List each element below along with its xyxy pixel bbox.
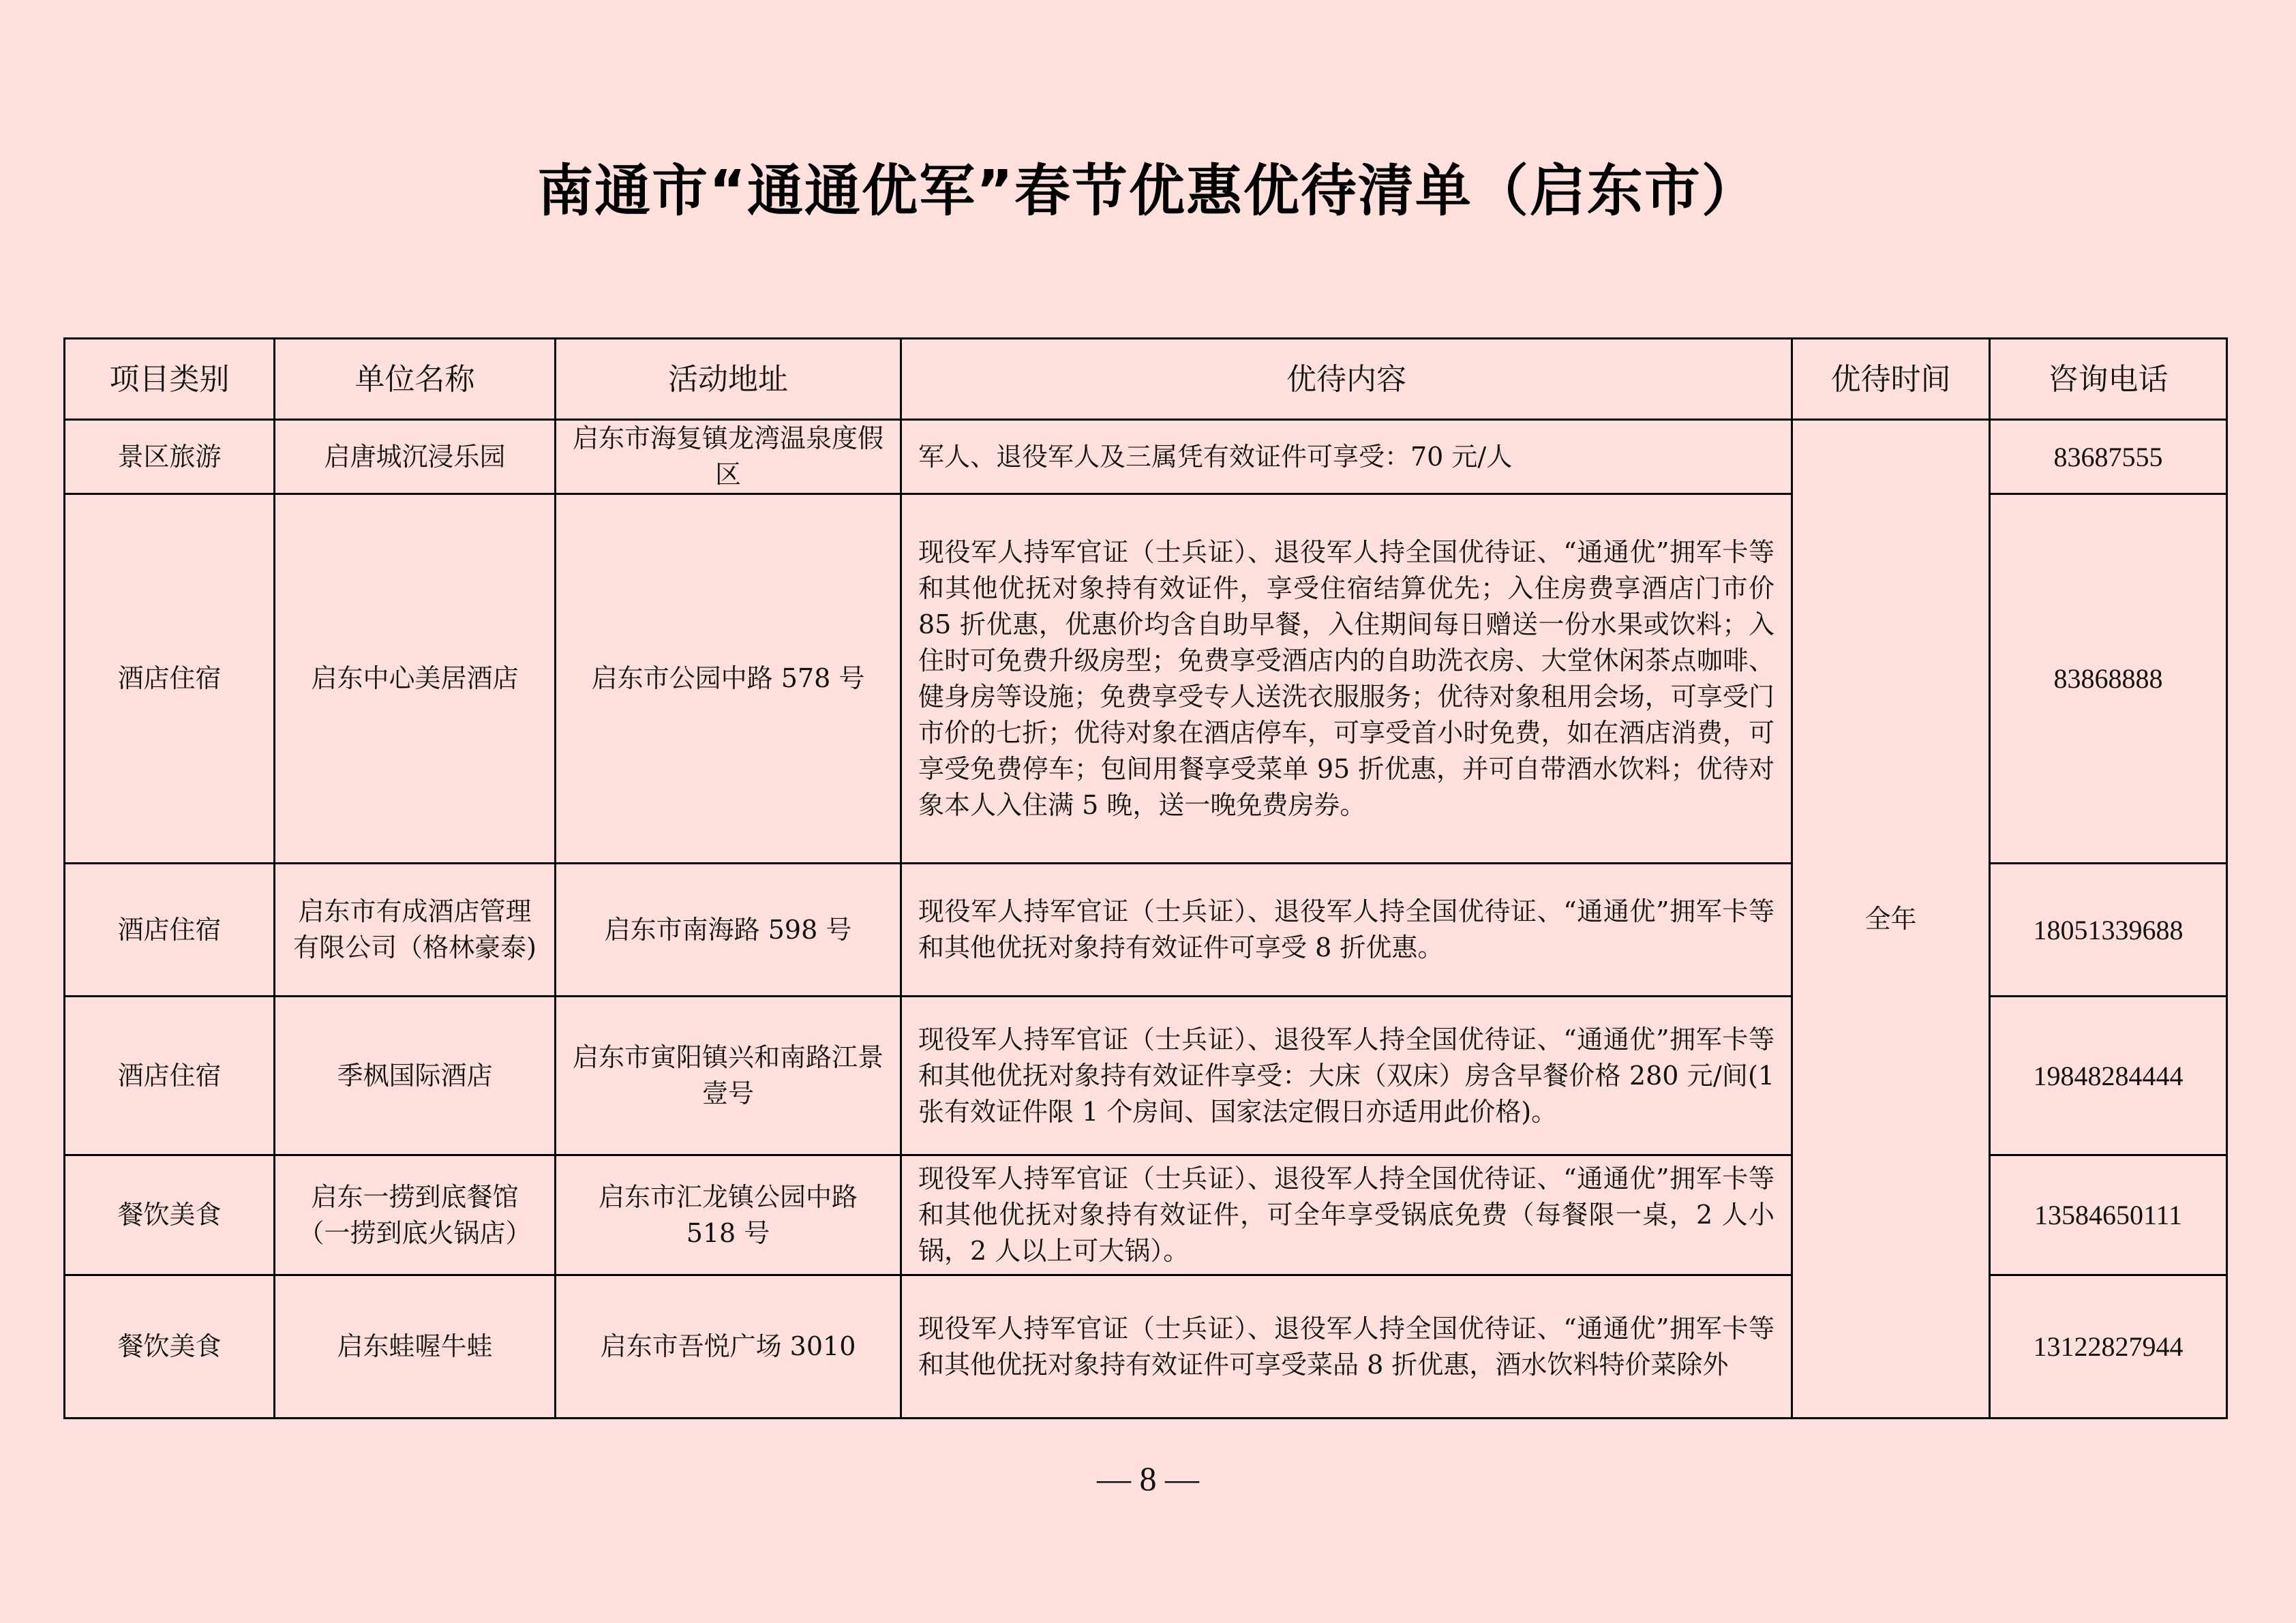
cell-unit: 季枫国际酒店 [275, 997, 556, 1155]
cell-content: 现役军人持军官证（士兵证）、退役军人持全国优待证、“通通优”拥军卡等和其他优抚对象持有效证件，可全年享受锅底免费（每餐限一桌，2 人小锅，2 人以上可大锅）。 [901, 1155, 1792, 1275]
cell-address: 启东市吾悦广场 3010 [556, 1275, 901, 1419]
cell-category: 餐饮美食 [65, 1155, 275, 1275]
table-header-row [65, 339, 2227, 420]
cell-address: 启东市公园中路 578 号 [556, 494, 901, 864]
cell-time-merged: 全年 [1792, 420, 1990, 1419]
cell-category: 酒店住宿 [65, 864, 275, 997]
cell-content: 军人、退役军人及三属凭有效证件可享受：70 元/人 [901, 420, 1792, 494]
page-number: — 8 — [1097, 1459, 1199, 1498]
cell-address: 启东市海复镇龙湾温泉度假区 [556, 420, 901, 494]
cell-category: 酒店住宿 [65, 494, 275, 864]
table-row [65, 420, 2227, 494]
header-content: 优待内容 [901, 339, 1792, 420]
header-unit: 单位名称 [275, 339, 556, 420]
header-address: 活动地址 [556, 339, 901, 420]
cell-address: 启东市汇龙镇公园中路 518 号 [556, 1155, 901, 1275]
cell-phone: 18051339688 [1990, 864, 2227, 997]
cell-unit: 启东一捞到底餐馆（一捞到底火锅店） [275, 1155, 556, 1275]
cell-address: 启东市南海路 598 号 [556, 864, 901, 997]
cell-content: 现役军人持军官证（士兵证）、退役军人持全国优待证、“通通优”拥军卡等和其他优抚对象持有效证件可享受 8 折优惠。 [901, 864, 1792, 997]
cell-phone: 13584650111 [1990, 1155, 2227, 1275]
cell-category: 酒店住宿 [65, 997, 275, 1155]
cell-phone: 83687555 [1990, 420, 2227, 494]
cell-content: 现役军人持军官证（士兵证）、退役军人持全国优待证、“通通优”拥军卡等和其他优抚对象持有效证件享受：大床（双床）房含早餐价格 280 元/间(1 张有效证件限 1 个房间、国家法定假日亦适用此价格)。 [901, 997, 1792, 1155]
document-title: 南通市“通通优军”春节优惠优待清单（启东市） [537, 159, 1759, 224]
cell-unit: 启唐城沉浸乐园 [275, 420, 556, 494]
cell-content: 现役军人持军官证（士兵证）、退役军人持全国优待证、“通通优”拥军卡等和其他优抚对象持有效证件可享受菜品 8 折优惠，酒水饮料特价菜除外 [901, 1275, 1792, 1419]
cell-phone: 83868888 [1990, 494, 2227, 864]
cell-address: 启东市寅阳镇兴和南路江景壹号 [556, 997, 901, 1155]
cell-phone: 19848284444 [1990, 997, 2227, 1155]
cell-phone: 13122827944 [1990, 1275, 2227, 1419]
cell-unit: 启东市有成酒店管理有限公司（格林豪泰) [275, 864, 556, 997]
cell-unit: 启东中心美居酒店 [275, 494, 556, 864]
header-category: 项目类别 [65, 339, 275, 420]
preferential-list-table [63, 337, 2228, 1419]
header-phone: 咨询电话 [1990, 339, 2227, 420]
cell-category: 景区旅游 [65, 420, 275, 494]
cell-category: 餐饮美食 [65, 1275, 275, 1419]
cell-content: 现役军人持军官证（士兵证）、退役军人持全国优待证、“通通优”拥军卡等和其他优抚对象持有效证件，享受住宿结算优先；入住房费享酒店门市价 85 折优惠，优惠价均含自助早餐，入住期间每日赠送一份水果或饮料；入住时可免费升级房型；免费享受酒店内的自助洗衣房、大堂休闲茶点咖啡、健身房等设施；免费享受专人送洗衣服服务；优待对象租用会场，可享受门市价的七折；优待对象在酒店停车，可享受首小时免费，如在酒店消费，可享受免费停车；包间用餐享受菜单 95 折优惠，并可自带酒水饮料；优待对象本人入住满 5 晚，送一晚免费房券。 [901, 494, 1792, 864]
header-time: 优待时间 [1792, 339, 1990, 420]
cell-unit: 启东蛙喔牛蛙 [275, 1275, 556, 1419]
